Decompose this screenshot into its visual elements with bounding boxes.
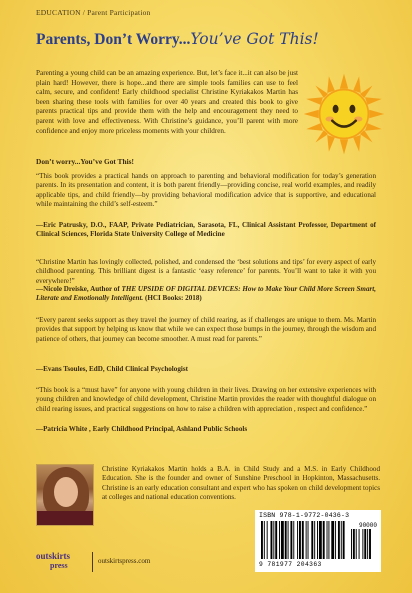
price-barcode-bar: [359, 529, 360, 559]
isbn-label: ISBN 978-1-9772-0436-3: [259, 512, 350, 519]
publisher-divider: [92, 552, 93, 572]
review-author-2-name: —Nicole Dreiske, Author of: [36, 285, 122, 293]
price-barcode-bar: [364, 529, 366, 559]
publisher-logo-line1: outskirts: [36, 551, 71, 561]
barcode-bar: [328, 521, 329, 559]
isbn-barcode-box: [255, 510, 381, 572]
barcode-bar: [293, 521, 294, 559]
review-author-2-publisher: (HCI Books: 2018): [143, 294, 202, 303]
review-quote-1: “This book provides a practical hands on approach to parenting and behavioral modification for today’s generation parents. In its presentation and content, it is both parent friendly—providing concise, real world examples, and readily applicable tips, and child friendly—by providing behavioral modification advice that is supportive, and educational while maintaining the child’s self-esteem.”: [36, 172, 376, 209]
barcode-bar: [261, 521, 263, 559]
barcode-bar: [279, 521, 280, 559]
category-label: EDUCATION / Parent Participation: [36, 8, 151, 17]
barcode-bar: [306, 521, 307, 559]
price-code: 90000: [358, 522, 377, 529]
tagline: Don’t worry...You’ve Got This!: [36, 157, 134, 166]
publisher-website: outskirtspress.com: [98, 557, 151, 565]
barcode-bar: [311, 521, 313, 559]
barcode-bar: [281, 521, 284, 559]
review-author-1: —Eric Patrusky, D.O., FAAP, Private Pediatrician, Sarasota, FL, Clinical Assistant Professor, Department of Clinical Sciences, Florida State University College of Medicine: [36, 221, 376, 239]
author-photo: [36, 464, 94, 526]
publisher-logo-line2: press: [50, 561, 68, 570]
review-author-3: —Evans Tsoules, EdD, Child Clinical Psychologist: [36, 365, 188, 373]
price-barcode-bar: [353, 529, 355, 559]
price-barcode-bar: [362, 529, 363, 559]
barcode-bar: [335, 521, 336, 559]
price-barcode-bar: [356, 529, 357, 559]
barcode-bar: [288, 521, 289, 559]
book-description: Parenting a young child can be an amazing experience. But, let’s face it...it can also be just plain hard! However, there is hope...and there are simple tools families can use to feel calm, secure, and confident! Early childhood specialist Christine Kyriakakos Martin has been sharing these tools with families for over 40 years and created this book to give parents practical tips and provide them with the help and encouragement they need to parent with love and effectiveness. With Christine’s guidance, you’ll parent with more confidence and enjoy more priceless moments with your children.: [36, 69, 298, 135]
barcode-bar: [285, 521, 287, 559]
review-author-4: —Patricia White , Early Childhood Principal, Ashland Public Schools: [36, 425, 248, 433]
barcode-bar: [290, 521, 292, 559]
barcode-bar: [308, 521, 309, 559]
barcode-bar: [302, 521, 304, 559]
barcode-bar: [275, 521, 277, 559]
barcode-bar: [338, 521, 340, 559]
smiling-sun-icon: [302, 72, 386, 156]
barcode-bar: [267, 521, 268, 559]
barcode-bar: [273, 521, 274, 559]
price-barcode-bar: [369, 529, 371, 559]
price-barcode-bar: [351, 529, 352, 559]
review-quote-2: “Christine Martin has lovingly collected, polished, and condensed the ‘best solutions and tips’ for every aspect of early childhood parenting. This brilliant digest is a fantastic ‘easy reference’ for parents. You’ll want to take it with you everywhere!”: [36, 258, 376, 285]
review-author-2-book: THE UPSIDE OF DIGITAL DEVICES: How to Make Your Child More Screen Smart, Literate and Emotionally Intelligent.: [36, 285, 376, 303]
author-photo-shirt: [37, 511, 94, 526]
barcode-bar: [327, 521, 328, 559]
barcode-bar: [264, 521, 265, 559]
barcode-bar: [317, 521, 318, 559]
review-quote-3: “Every parent seeks support as they travel the journey of child rearing, as if challenges are unique to them. Ms. Martin provides that support by helping us know that while we can expect those bumps in the journey, through the wisdom and patience of others, that journey can become smoother. A must read for parents.”: [36, 316, 376, 343]
author-bio: Christine Kyriakakos Martin holds a B.A. in Child Study and a M.S. in Early Childhood Education. She is the founder and owner of Sunshine Preschool in Hopkinton, Massachusetts. Christine is an early education consultant and expert who has spoken on child development topics at colleges and national education conventions.: [102, 465, 380, 502]
publisher-logo: [36, 552, 70, 570]
author-photo-face: [54, 477, 78, 507]
barcode-bar: [323, 521, 325, 559]
barcode-bar: [271, 521, 273, 559]
review-author-2: [36, 285, 376, 304]
barcode-bar: [343, 521, 345, 559]
barcode-bar: [341, 521, 342, 559]
barcode-bar: [297, 521, 298, 559]
barcode-bar: [319, 521, 322, 559]
review-quote-4: “This book is a “must have” for anyone with young children in their lives. Drawing on her extensive experiences with young children and knowledge of child development, Christine Martin provides the reader with thoughtful dialogue on child rearing issues, and practical suggestions on how to raise a children with appreciation , respect and confidence.”: [36, 386, 376, 413]
barcode-bar: [331, 521, 334, 559]
book-title: [36, 30, 386, 49]
price-barcode-bar: [367, 529, 368, 559]
title-script: You’ve Got This!: [190, 30, 319, 48]
isbn-number: 9 781977 204363: [259, 561, 322, 568]
barcode-bar: [299, 521, 301, 559]
barcode-bar: [314, 521, 315, 559]
title-main: Parents, Don’t Worry...: [36, 31, 191, 48]
